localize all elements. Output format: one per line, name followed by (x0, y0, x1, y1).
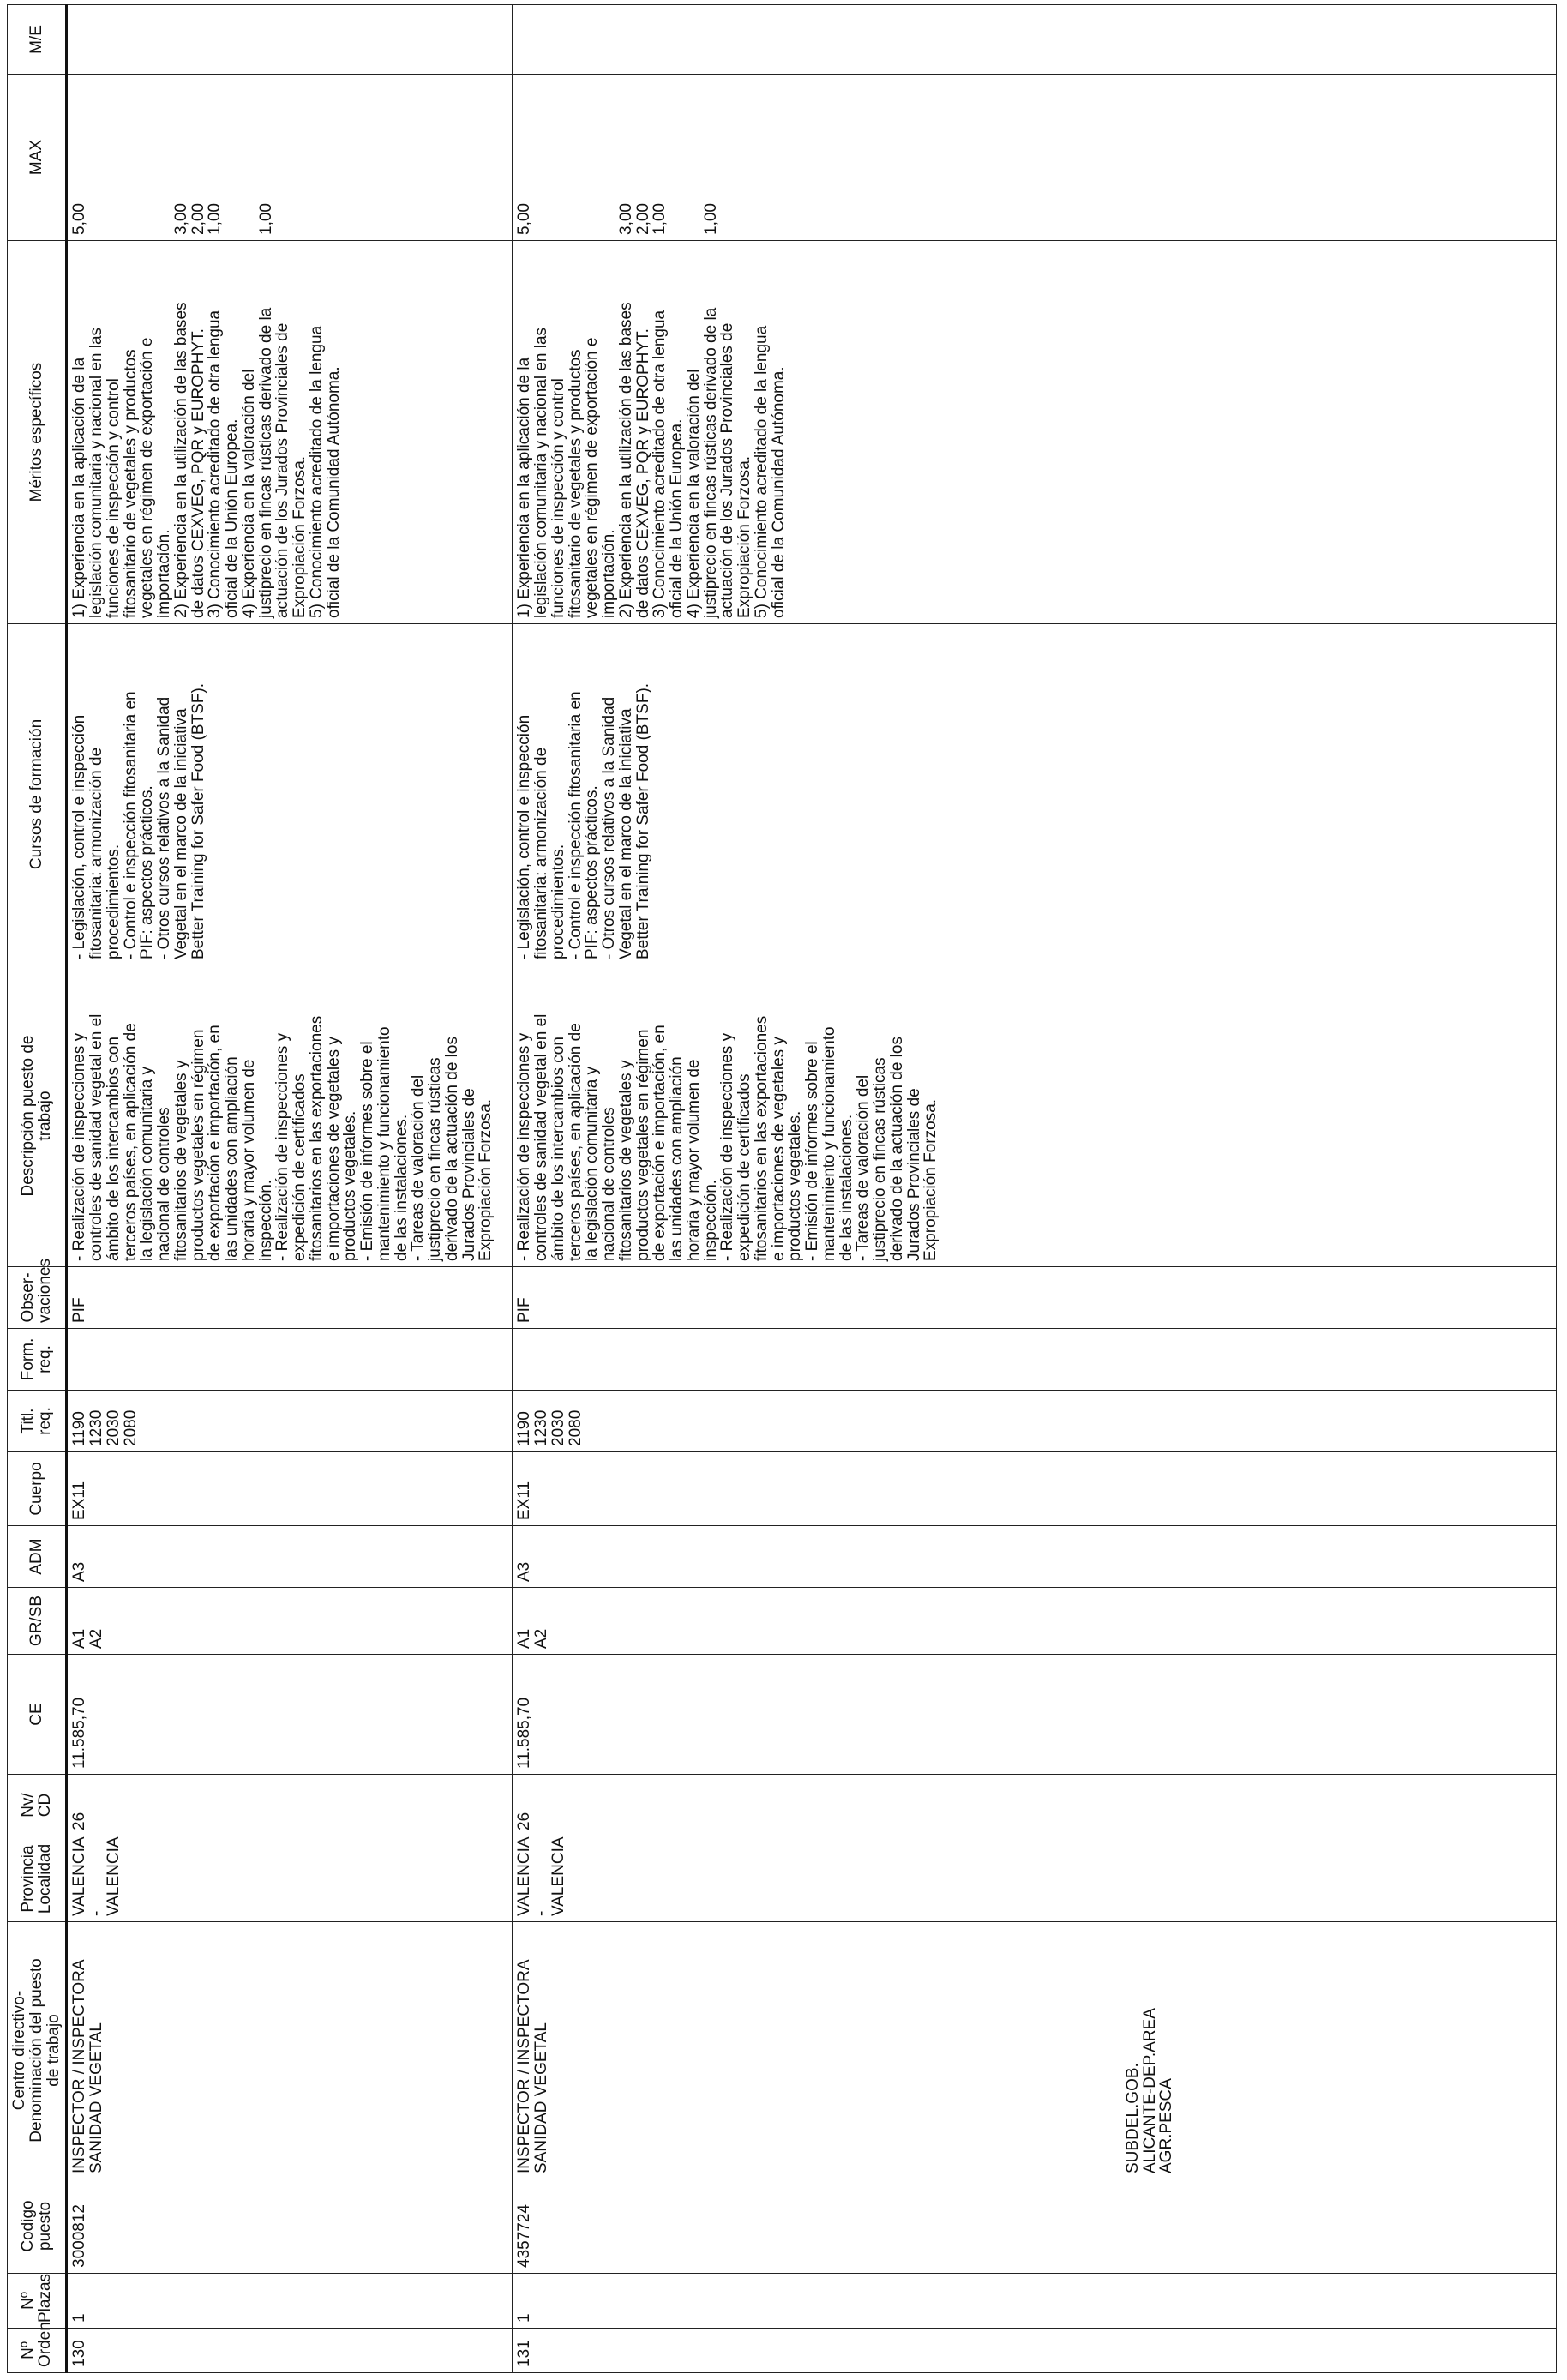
cell-max (958, 75, 1557, 241)
cell-descripcion: - Realización de inspecciones y controles de sanidad vegetal en el ámbito de los intercambios con terceros países, en aplicación de la legislación comunitaria y nacional de controles fitosanitarios de vegetales y productos vegetales en régimen de exportación e importación, en las unidades con ampliación horaria y mayor volumen de inspección. - Realización de inspecciones y expedición de certificados fitosanitarios en las exportaciones e importaciones de vegetales y productos vegetales. - Emisión de informes sobre el mantenimiento y funcionamiento de las instalaciones. - Tareas de valoración del justiprecio en fincas rústicas derivado de la actuación de los Jurados Provinciales de Expropiación Forzosa. (67, 965, 513, 1267)
positions-table (7, 4, 1557, 2373)
cell-adm: A3 (67, 1526, 513, 1588)
header-descripcion: Descripción puesto de trabajo (8, 965, 67, 1267)
cell-formacion (513, 1329, 958, 1391)
header-cursos: Cursos de formación (8, 624, 67, 965)
cell-plazas (958, 2274, 1557, 2329)
cell-centro: INSPECTOR / INSPECTORA SANIDAD VEGETAL (513, 1922, 958, 2179)
cell-meritos: 1) Experiencia en la aplicación de la legislación comunitaria y nacional en las funciones de inspección y control fitosanitario de vegetales y productos vegetales en régimen de exportación e importación. 2) Experiencia en la utilización de las bases de datos CEXVEG, PQR y EUROPHYT. 3) Conocimiento acreditado de otra lengua oficial de la Unión Europea. 4) Experiencia en la valoración del justiprecio en fincas rústicas derivado de la actuación de los Jurados Provinciales de Expropiación Forzosa. 5) Conocimiento acreditado de la lengua oficial de la Comunidad Autónoma. (513, 241, 958, 624)
cell-provincia: VALENCIA - VALENCIA (513, 1836, 958, 1922)
cell-ce (958, 1655, 1557, 1775)
cell-provincia (958, 1836, 1557, 1922)
cell-codigo: 3000812 (67, 2179, 513, 2274)
cell-me (67, 5, 513, 75)
cell-nivel: 26 (513, 1775, 958, 1836)
cell-formacion (67, 1329, 513, 1391)
header-nivel: Nv/ CD (8, 1775, 67, 1836)
cell-adm (958, 1526, 1557, 1588)
cell-cuerpo: EX11 (67, 1452, 513, 1526)
cell-codigo: 4357724 (513, 2179, 958, 2274)
cell-me (513, 5, 958, 75)
cell-plazas: 1 (67, 2274, 513, 2329)
cell-centro (958, 1922, 1557, 2179)
header-meritos: Méritos específicos (8, 241, 67, 624)
cell-me (958, 5, 1557, 75)
table-row (67, 5, 513, 2373)
cell-max: 5,00 3,00 2,00 1,00 1,00 (513, 75, 958, 241)
cell-grsb: A1 A2 (513, 1588, 958, 1655)
header-max: MAX (8, 75, 67, 241)
cell-titulacion (958, 1391, 1557, 1452)
cell-grsb (958, 1588, 1557, 1655)
header-adm: ADM (8, 1526, 67, 1588)
cell-orden: 131 (513, 2329, 958, 2373)
cell-observaciones: PIF (67, 1267, 513, 1329)
cell-centro: INSPECTOR / INSPECTORA SANIDAD VEGETAL (67, 1922, 513, 2179)
cell-orden (958, 2329, 1557, 2373)
header-row (8, 5, 67, 2373)
cell-max: 5,00 3,00 2,00 1,00 1,00 (67, 75, 513, 241)
header-centro: Centro directivo- Denominación del puesto de trabajo (8, 1922, 67, 2179)
header-titulacion: Titl. req. (8, 1391, 67, 1452)
header-formacion: Form. req. (8, 1329, 67, 1391)
cell-cuerpo (958, 1452, 1557, 1526)
cell-nivel: 26 (67, 1775, 513, 1836)
cell-observaciones (958, 1267, 1557, 1329)
trailing-centro-text: SUBDEL.GOB. ALICANTE-DEP.AREA AGR.PESCA (1123, 2008, 1176, 2173)
header-grsb: GR/SB (8, 1588, 67, 1655)
cell-ce: 11.585,70 (513, 1655, 958, 1775)
cell-descripcion (958, 965, 1557, 1267)
header-orden: Nº Orden (8, 2329, 67, 2373)
header-provincia: Provincia Localidad (8, 1836, 67, 1922)
cell-titulacion: 1190 1230 2030 2080 (67, 1391, 513, 1452)
cell-plazas: 1 (513, 2274, 958, 2329)
cell-nivel (958, 1775, 1557, 1836)
cell-cursos (958, 624, 1557, 965)
cell-cursos: - Legislación, control e inspección fitosanitaria: armonización de procedimientos. - Control e inspección fitosanitaria en PIF: aspectos prácticos. - Otros cursos relativos a la Sanidad Vegetal en el marco de la iniciativa Better Training for Safer Food (BTSF). (513, 624, 958, 965)
table-row (513, 5, 958, 2373)
header-plazas: Nº Plazas (8, 2274, 67, 2329)
cell-grsb: A1 A2 (67, 1588, 513, 1655)
header-observaciones: Obser- vaciones (8, 1267, 67, 1329)
cell-adm: A3 (513, 1526, 958, 1588)
cell-cuerpo: EX11 (513, 1452, 958, 1526)
cell-meritos (958, 241, 1557, 624)
cell-titulacion: 1190 1230 2030 2080 (513, 1391, 958, 1452)
cell-ce: 11.585,70 (67, 1655, 513, 1775)
header-cuerpo: Cuerpo (8, 1452, 67, 1526)
cell-cursos: - Legislación, control e inspección fitosanitaria: armonización de procedimientos. - Control e inspección fitosanitaria en PIF: aspectos prácticos. - Otros cursos relativos a la Sanidad Vegetal en el marco de la iniciativa Better Training for Safer Food (BTSF). (67, 624, 513, 965)
cell-orden: 130 (67, 2329, 513, 2373)
header-codigo: Codigo puesto (8, 2179, 67, 2274)
header-ce: CE (8, 1655, 67, 1775)
cell-observaciones: PIF (513, 1267, 958, 1329)
cell-provincia: VALENCIA - VALENCIA (67, 1836, 513, 1922)
cell-codigo (958, 2179, 1557, 2274)
table-row-trailing (958, 5, 1557, 2373)
cell-descripcion: - Realización de inspecciones y controles de sanidad vegetal en el ámbito de los intercambios con terceros países, en aplicación de la legislación comunitaria y nacional de controles fitosanitarios de vegetales y productos vegetales en régimen de exportación e importación, en las unidades con ampliación horaria y mayor volumen de inspección. - Realización de inspecciones y expedición de certificados fitosanitarios en las exportaciones e importaciones de vegetales y productos vegetales. - Emisión de informes sobre el mantenimiento y funcionamiento de las instalaciones. - Tareas de valoración del justiprecio en fincas rústicas derivado de la actuación de los Jurados Provinciales de Expropiación Forzosa. (513, 965, 958, 1267)
cell-formacion (958, 1329, 1557, 1391)
cell-meritos: 1) Experiencia en la aplicación de la legislación comunitaria y nacional en las funciones de inspección y control fitosanitario de vegetales y productos vegetales en régimen de exportación e importación. 2) Experiencia en la utilización de las bases de datos CEXVEG, PQR y EUROPHYT. 3) Conocimiento acreditado de otra lengua oficial de la Unión Europea. 4) Experiencia en la valoración del justiprecio en fincas rústicas derivado de la actuación de los Jurados Provinciales de Expropiación Forzosa. 5) Conocimiento acreditado de la lengua oficial de la Comunidad Autónoma. (67, 241, 513, 624)
header-me: M/E (8, 5, 67, 75)
